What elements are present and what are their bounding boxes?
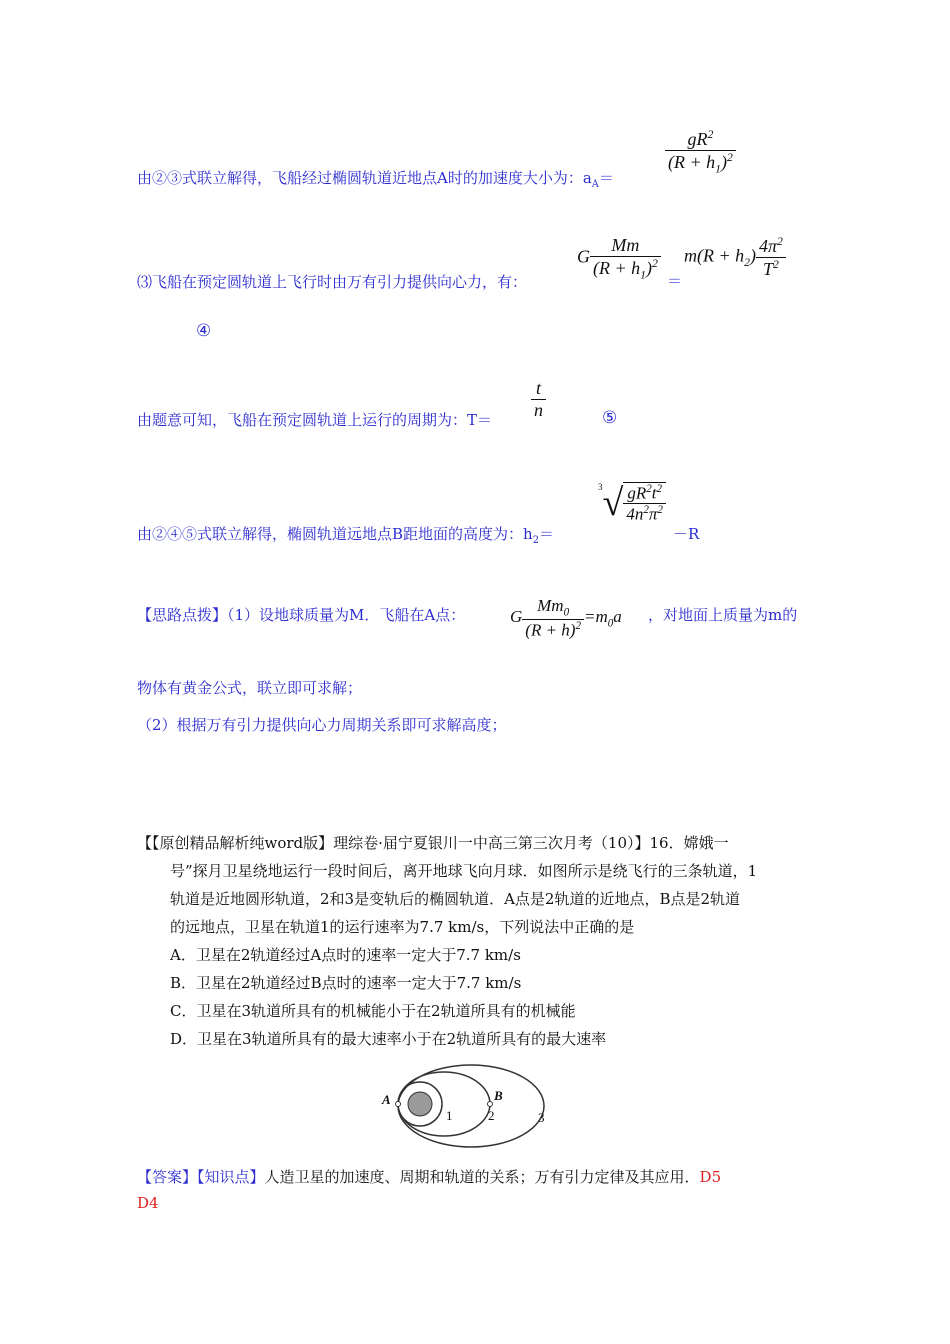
question-line-1: 【【原创精品解析纯word版】理综卷·届宁夏银川一中高三第三次月考（10）】16．嫦娥一	[137, 834, 729, 852]
equals-sign-2: ＝	[667, 272, 683, 290]
solution-line-3	[137, 409, 492, 430]
line-text: ⑶飞船在预定圆轨道上飞行时由万有引力提供向心力，有：	[137, 273, 528, 291]
knowledge-code-2: D4	[137, 1194, 159, 1212]
answer-tag: 【答案】	[137, 1168, 198, 1186]
hint-text: （1）设地球质量为M．飞船在A点：	[227, 606, 466, 624]
label-b: B	[494, 1088, 503, 1103]
formula-hint: G $\frac{Mm_0}{(R + h)^2}$ $=m_0a$	[510, 596, 622, 640]
label-2: 2	[488, 1108, 495, 1123]
knowledge-code-1: D5	[699, 1168, 722, 1186]
orbit-diagram	[378, 1060, 558, 1156]
subscript: 2	[532, 535, 539, 546]
formula-gravitation: G $\frac{Mm}{(R + h_1)^2}$	[577, 235, 661, 282]
solution-line-4	[137, 523, 554, 546]
equation-marker-5: ⑤	[602, 408, 618, 428]
label-a: A	[382, 1092, 391, 1107]
option-c: C．卫星在3轨道所具有的机械能小于在2轨道所具有的机械能	[170, 1002, 576, 1020]
point-b-marker	[488, 1102, 493, 1107]
line-text: 由题意可知，飞船在预定圆轨道上运行的周期为：T＝	[137, 411, 493, 429]
line-text: 由②③式联立解得，飞船经过椭圆轨道近地点A时的加速度大小为：a	[137, 169, 592, 187]
formula-period: $\frac{t}{n}$	[531, 378, 546, 420]
option-a: A．卫星在2轨道经过A点时的速率一定大于7.7 km/s	[170, 946, 521, 964]
equals-sign: ＝	[538, 525, 554, 543]
knowledge-text: 人造卫星的加速度、周期和轨道的关系；万有引力定律及其应用．	[264, 1168, 700, 1186]
label-3: 3	[538, 1110, 545, 1125]
formula-height: $^3$√ $\frac{gR^2t^2}{4n^2\pi^2}$	[598, 482, 666, 524]
option-d: D．卫星在3轨道所具有的最大速率小于在2轨道所具有的最大速率	[170, 1030, 607, 1048]
equation-marker-4: ④	[196, 321, 212, 341]
hint-line-2: 物体有黄金公式，联立即可求解；	[137, 679, 363, 697]
question-line-4: 的远地点，卫星在轨道1的运行速率为7.7 km/s，下列说法中正确的是	[170, 918, 635, 936]
knowledge-tag: 【知识点】	[197, 1168, 265, 1186]
hint-line-1-after: ，对地面上质量为m的	[648, 606, 798, 624]
hint-line-1	[137, 604, 465, 625]
earth	[408, 1092, 432, 1116]
hint-tag: 【思路点拨】	[137, 606, 228, 624]
equals-sign: ＝	[598, 169, 614, 187]
formula-acceleration: $\frac{gR^2}{(R + h_1)^2}$	[665, 128, 736, 176]
answer-line	[137, 1166, 721, 1187]
minus-r: －R	[673, 525, 700, 543]
formula-centripetal: $m(R + h_2)$ $\frac{4\pi^2}{T^2}$	[684, 235, 786, 279]
solution-line-1	[137, 167, 614, 190]
label-1: 1	[446, 1108, 453, 1123]
subscript: A	[591, 179, 599, 190]
hint-line-3: （2）根据万有引力提供向心力周期关系即可求解高度；	[137, 716, 507, 734]
question-line-3: 轨道是近地圆形轨道，2和3是变轨后的椭圆轨道．A点是2轨道的近地点，B点是2轨道	[170, 890, 741, 908]
point-a-marker	[396, 1102, 401, 1107]
solution-line-2	[137, 271, 527, 292]
question-line-2: 号”探月卫星绕地运行一段时间后，离开地球飞向月球．如图所示是绕飞行的三条轨道，1	[170, 862, 758, 880]
option-b: B．卫星在2轨道经过B点时的速率一定大于7.7 km/s	[170, 974, 522, 992]
line-text: 由②④⑤式联立解得，椭圆轨道远地点B距地面的高度为：h	[137, 525, 533, 543]
